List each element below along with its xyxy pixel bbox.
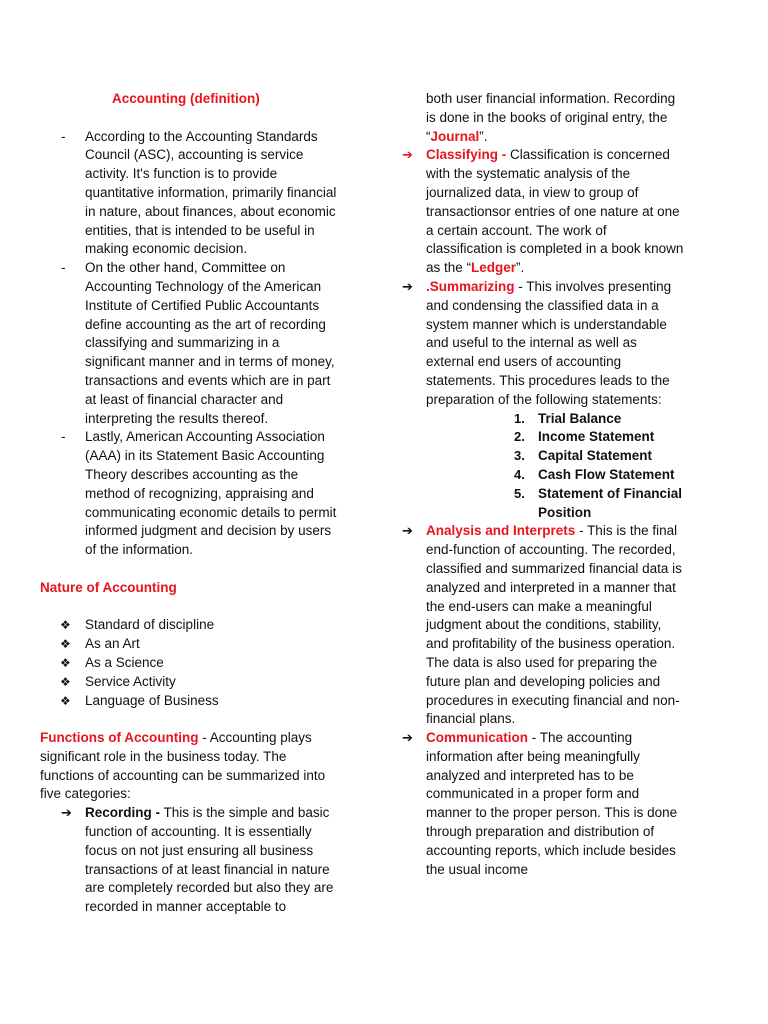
- list-item: ❖ Standard of discipline: [40, 616, 340, 635]
- list-item: ➔ .Summarizing - This involves presenting and condensing the classified data in a system manner which is understandable and useful to the internal as well as external end users of accounting statements. This procedures leads to the preparation of the following statements: 1. Trial Balance 2. Income Statement 3. Capital Statement 4. Cash Flow Statement 5. Statement of Financial Position: [404, 278, 684, 522]
- arrow-bullet-icon: ➔: [402, 147, 413, 163]
- list-item: - Lastly, American Accounting Association (AAA) in its Statement Basic Accounting Theory describes accounting as the method of recognizing, appraising and communicating economic details to permit informed judgment and decision by users of the information.: [61, 429, 337, 558]
- functions-list-right: [404, 146, 684, 879]
- list-item: - According to the Accounting Standards Council (ASC), accounting is service activity. It's function is to provide quantitative information, primarily financial in nature, about finances, about economic entities, that is intended to be useful in making economic decision.: [61, 128, 337, 257]
- diamond-bullet-icon: ❖: [60, 693, 71, 708]
- summarizing-label: .Summarizing: [426, 278, 515, 294]
- functions-paragraph: Functions of Accounting - Accounting plays significant role in the business today. The functions of accounting can be summarized into five categories:: [40, 730, 326, 802]
- statement-item: 2. Income Statement: [514, 429, 655, 445]
- ledger-term: Ledger: [471, 260, 517, 276]
- communication-label: Communication: [426, 730, 529, 746]
- arrow-bullet-icon: ➔: [402, 730, 413, 746]
- list-item: ❖ As a Science: [40, 654, 340, 673]
- statement-item: 5. Statement of Financial Position: [514, 485, 683, 520]
- nature-heading: Nature of Accounting: [40, 579, 177, 595]
- statements-list: [516, 410, 684, 523]
- list-item: ❖ Language of Business: [40, 692, 340, 711]
- diamond-bullet-icon: ❖: [60, 618, 71, 633]
- diamond-bullet-icon: ❖: [60, 655, 71, 670]
- statement-item: 1. Trial Balance: [514, 410, 622, 426]
- diamond-bullet-icon: ❖: [60, 637, 71, 652]
- arrow-bullet-icon: ➔: [402, 523, 413, 539]
- analysis-label: Analysis and Interprets: [426, 523, 576, 539]
- recording-continued: both user financial information. Recording is done in the books of original entry, the “Journal”.: [426, 91, 676, 144]
- left-column: [40, 90, 340, 917]
- functions-list-left: [40, 804, 340, 917]
- arrow-bullet-icon: ➔: [402, 278, 413, 294]
- list-item: ❖ As an Art: [40, 635, 340, 654]
- list-item: ❖ Service Activity: [40, 673, 340, 692]
- list-item: ➔ Recording - This is the simple and basic function of accounting. It is essentially focus on not just ensuring all business transactions of at least financial in nature are completely recorded but also they are recorded in manner acceptable to: [61, 805, 334, 915]
- journal-term: Journal: [430, 128, 480, 144]
- diamond-bullet-icon: ❖: [60, 674, 71, 689]
- recording-label: Recording -: [85, 805, 161, 821]
- list-item: ➔ Analysis and Interprets - This is the final end-function of accounting. The recorded, classified and summarized financial data is analyzed and interpreted in a manner that the end-users can make a meaningful judgment about the conditions, stability, and profitability of the business operation. The data is also used for preparing the future plan and developing policies and procedures in executing financial and non-financial plans.: [402, 523, 682, 727]
- statement-item: 4. Cash Flow Statement: [514, 466, 675, 482]
- arrow-bullet-icon: ➔: [61, 805, 72, 821]
- right-column: [404, 90, 684, 879]
- list-item: - On the other hand, Committee on Accounting Technology of the American Institute of Certified Public Accountants define accounting as the art of recording classifying and summarizing in a significant manner and in terms of money, transactions and events which are in part at least of financial character and interpreting the results thereof.: [61, 260, 335, 426]
- definition-heading: Accounting (definition): [112, 91, 260, 106]
- functions-heading: Functions of Accounting: [40, 730, 199, 746]
- classifying-label: Classifying -: [426, 147, 507, 163]
- statement-item: 3. Capital Statement: [514, 448, 653, 464]
- nature-list: [40, 616, 340, 710]
- definition-list: [40, 128, 340, 560]
- list-item: ➔ Communication - The accounting information after being meaningfully analyzed and interpreted has to be communicated in a proper form and manner to the proper person. This is done through preparation and distribution of accounting reports, which include besides the usual income: [402, 730, 678, 877]
- list-item: ➔ Classifying - Classification is concerned with the systematic analysis of the journalized data, in view to group of transactionsor entries of one nature at one a certain account. The work of classification is completed in a book known as the “Ledger”.: [402, 147, 684, 276]
